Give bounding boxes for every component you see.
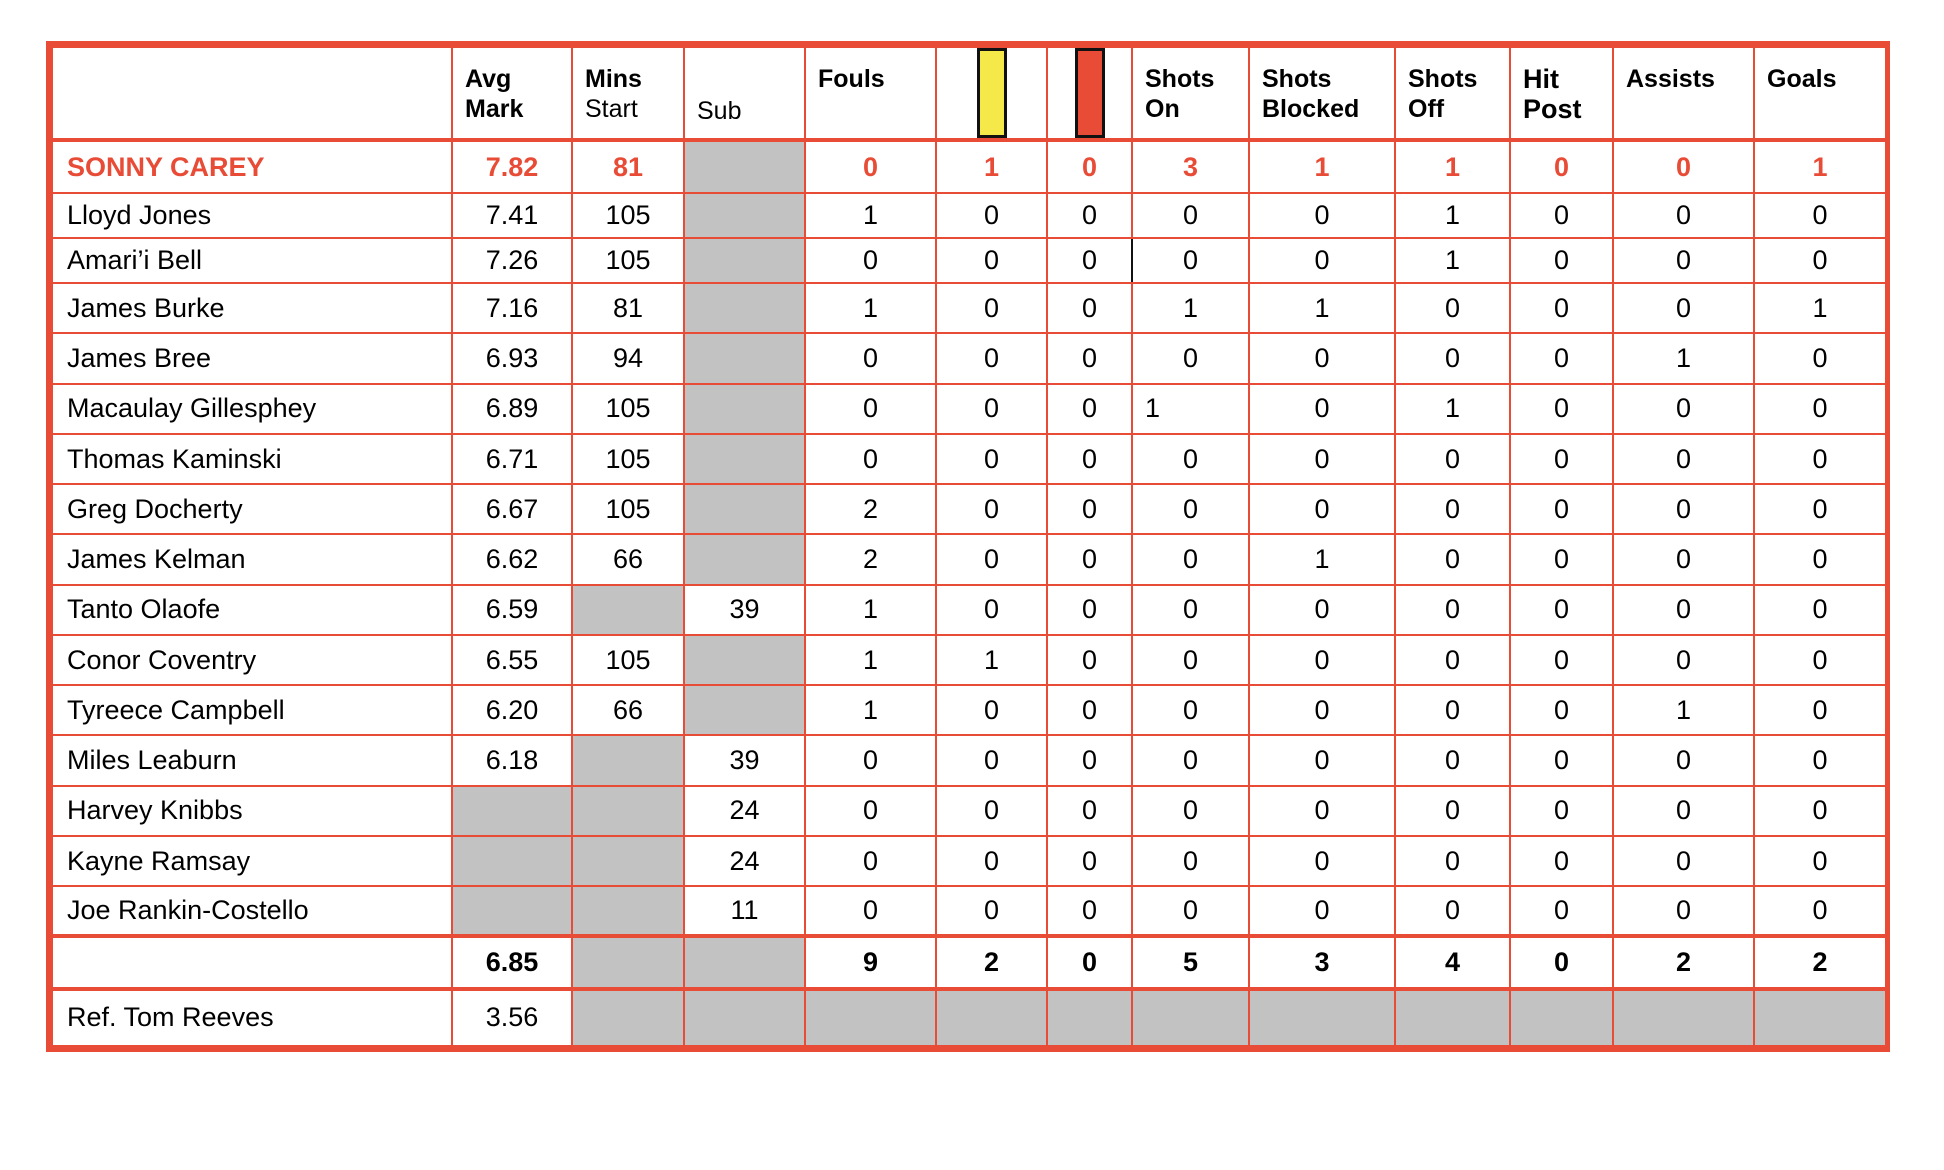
header-shots-off-line2: Off — [1408, 95, 1445, 123]
player-hit-post: 0 — [1510, 333, 1613, 383]
player-shots-off: 0 — [1395, 635, 1510, 685]
player-yellow-cards: 0 — [936, 434, 1047, 484]
player-name: Thomas Kaminski — [52, 434, 452, 484]
header-player-blank — [52, 47, 452, 140]
totals-goals: 2 — [1754, 936, 1886, 988]
player-goals: 0 — [1754, 534, 1886, 584]
player-assists: 0 — [1613, 384, 1754, 434]
player-yellow-cards: 0 — [936, 333, 1047, 383]
player-shots-on: 0 — [1132, 238, 1249, 283]
player-name: Kayne Ramsay — [52, 836, 452, 886]
player-mins-start: 66 — [572, 685, 684, 735]
totals-assists: 2 — [1613, 936, 1754, 988]
player-stats-table — [51, 46, 1887, 1047]
referee-empty-cell — [1510, 989, 1613, 1046]
player-assists: 0 — [1613, 886, 1754, 936]
player-mins-start — [572, 836, 684, 886]
player-red-cards: 0 — [1047, 238, 1132, 283]
player-avg-mark: 7.41 — [452, 193, 572, 238]
player-assists: 1 — [1613, 333, 1754, 383]
player-goals: 0 — [1754, 384, 1886, 434]
players-body — [52, 140, 1886, 936]
player-avg-mark — [452, 886, 572, 936]
player-row — [52, 140, 1886, 192]
totals-sub-empty — [684, 936, 805, 988]
header-goals: Goals — [1754, 47, 1886, 140]
player-goals: 1 — [1754, 283, 1886, 333]
referee-empty-cell — [1395, 989, 1510, 1046]
player-row — [52, 735, 1886, 785]
player-goals: 0 — [1754, 238, 1886, 283]
referee-empty-cell — [1754, 989, 1886, 1046]
player-red-cards: 0 — [1047, 534, 1132, 584]
player-yellow-cards: 0 — [936, 735, 1047, 785]
player-fouls: 2 — [805, 484, 936, 534]
header-hit-post-line1: Hit — [1523, 64, 1559, 94]
player-yellow-cards: 0 — [936, 886, 1047, 936]
player-row — [52, 786, 1886, 836]
player-hit-post: 0 — [1510, 836, 1613, 886]
player-fouls: 1 — [805, 193, 936, 238]
header-shots-off-line1: Shots — [1408, 65, 1478, 93]
player-fouls: 0 — [805, 140, 936, 192]
referee-empty-cell — [1047, 989, 1132, 1046]
player-yellow-cards: 1 — [936, 140, 1047, 192]
player-mins-start: 105 — [572, 193, 684, 238]
player-yellow-cards: 0 — [936, 384, 1047, 434]
player-assists: 1 — [1613, 685, 1754, 735]
player-shots-off: 0 — [1395, 786, 1510, 836]
player-shots-off: 1 — [1395, 384, 1510, 434]
player-shots-blocked: 0 — [1249, 836, 1395, 886]
player-yellow-cards: 0 — [936, 193, 1047, 238]
player-avg-mark: 6.18 — [452, 735, 572, 785]
player-shots-on: 0 — [1132, 735, 1249, 785]
player-avg-mark: 6.71 — [452, 434, 572, 484]
player-shots-on: 0 — [1132, 886, 1249, 936]
player-shots-off: 0 — [1395, 735, 1510, 785]
header-sub: Sub — [684, 47, 805, 140]
player-shots-on: 0 — [1132, 685, 1249, 735]
player-sub-mins — [684, 434, 805, 484]
referee-empty-cell — [1249, 989, 1395, 1046]
player-assists: 0 — [1613, 836, 1754, 886]
player-shots-on: 0 — [1132, 786, 1249, 836]
player-shots-on: 3 — [1132, 140, 1249, 192]
player-red-cards: 0 — [1047, 836, 1132, 886]
referee-empty-cell — [1613, 989, 1754, 1046]
player-row — [52, 886, 1886, 936]
player-red-cards: 0 — [1047, 384, 1132, 434]
header-row — [52, 47, 1886, 140]
player-shots-off: 0 — [1395, 484, 1510, 534]
player-assists: 0 — [1613, 735, 1754, 785]
player-yellow-cards: 0 — [936, 534, 1047, 584]
totals-shots-on: 5 — [1132, 936, 1249, 988]
referee-empty-cell — [572, 989, 684, 1046]
player-row — [52, 534, 1886, 584]
player-mins-start — [572, 735, 684, 785]
player-red-cards: 0 — [1047, 333, 1132, 383]
player-red-cards: 0 — [1047, 886, 1132, 936]
player-hit-post: 0 — [1510, 238, 1613, 283]
player-row — [52, 635, 1886, 685]
player-shots-on: 0 — [1132, 333, 1249, 383]
player-name: Harvey Knibbs — [52, 786, 452, 836]
player-name: James Burke — [52, 283, 452, 333]
player-shots-blocked: 0 — [1249, 786, 1395, 836]
player-sub-mins — [684, 283, 805, 333]
player-shots-off: 0 — [1395, 534, 1510, 584]
player-goals: 0 — [1754, 333, 1886, 383]
totals-shots-blocked: 3 — [1249, 936, 1395, 988]
player-name: Conor Coventry — [52, 635, 452, 685]
player-hit-post: 0 — [1510, 786, 1613, 836]
player-hit-post: 0 — [1510, 735, 1613, 785]
header-shots-blocked-line2: Blocked — [1262, 95, 1360, 123]
player-hit-post: 0 — [1510, 585, 1613, 635]
player-fouls: 0 — [805, 333, 936, 383]
player-shots-on: 1 — [1132, 283, 1249, 333]
player-shots-on: 0 — [1132, 836, 1249, 886]
player-avg-mark: 6.59 — [452, 585, 572, 635]
player-shots-on: 0 — [1132, 193, 1249, 238]
player-goals: 0 — [1754, 635, 1886, 685]
player-assists: 0 — [1613, 635, 1754, 685]
player-row — [52, 333, 1886, 383]
player-hit-post: 0 — [1510, 635, 1613, 685]
header-red-card — [1047, 47, 1132, 140]
player-avg-mark: 6.93 — [452, 333, 572, 383]
player-fouls: 0 — [805, 836, 936, 886]
header-hit-post-line2: Post — [1523, 94, 1582, 124]
player-shots-off: 1 — [1395, 193, 1510, 238]
header-fouls: Fouls — [805, 47, 936, 140]
player-avg-mark: 6.89 — [452, 384, 572, 434]
player-fouls: 1 — [805, 635, 936, 685]
player-mins-start — [572, 585, 684, 635]
header-shots-on — [1132, 47, 1249, 140]
player-shots-on: 0 — [1132, 484, 1249, 534]
totals-label-blank — [52, 936, 452, 988]
player-shots-blocked: 0 — [1249, 484, 1395, 534]
totals-avg-mark: 6.85 — [452, 936, 572, 988]
player-goals: 0 — [1754, 886, 1886, 936]
player-goals: 0 — [1754, 484, 1886, 534]
player-goals: 1 — [1754, 140, 1886, 192]
player-red-cards: 0 — [1047, 735, 1132, 785]
player-sub-mins: 24 — [684, 836, 805, 886]
player-hit-post: 0 — [1510, 193, 1613, 238]
player-goals: 0 — [1754, 585, 1886, 635]
totals-shots-off: 4 — [1395, 936, 1510, 988]
player-shots-blocked: 0 — [1249, 735, 1395, 785]
player-shots-off: 0 — [1395, 283, 1510, 333]
player-avg-mark: 6.62 — [452, 534, 572, 584]
player-shots-blocked: 0 — [1249, 238, 1395, 283]
player-shots-blocked: 0 — [1249, 635, 1395, 685]
player-name: Miles Leaburn — [52, 735, 452, 785]
player-hit-post: 0 — [1510, 534, 1613, 584]
player-mins-start — [572, 786, 684, 836]
player-shots-blocked: 1 — [1249, 534, 1395, 584]
player-name: Lloyd Jones — [52, 193, 452, 238]
player-yellow-cards: 0 — [936, 238, 1047, 283]
player-avg-mark: 6.55 — [452, 635, 572, 685]
player-sub-mins: 24 — [684, 786, 805, 836]
totals-red-cards: 0 — [1047, 936, 1132, 988]
player-avg-mark: 6.67 — [452, 484, 572, 534]
header-shots-blocked-line1: Shots — [1262, 65, 1332, 93]
referee-empty-cell — [1132, 989, 1249, 1046]
player-fouls: 1 — [805, 585, 936, 635]
player-yellow-cards: 0 — [936, 283, 1047, 333]
player-shots-off: 0 — [1395, 333, 1510, 383]
header-mins-start — [572, 47, 684, 140]
player-shots-blocked: 1 — [1249, 283, 1395, 333]
player-assists: 0 — [1613, 193, 1754, 238]
player-row — [52, 836, 1886, 886]
player-avg-mark: 7.26 — [452, 238, 572, 283]
player-sub-mins — [684, 384, 805, 434]
player-shots-off: 0 — [1395, 685, 1510, 735]
player-shots-blocked: 0 — [1249, 333, 1395, 383]
player-fouls: 0 — [805, 384, 936, 434]
player-goals: 0 — [1754, 735, 1886, 785]
player-name: Macaulay Gillesphey — [52, 384, 452, 434]
totals-start-empty — [572, 936, 684, 988]
player-sub-mins — [684, 193, 805, 238]
player-name: Greg Docherty — [52, 484, 452, 534]
referee-empty-cell — [936, 989, 1047, 1046]
player-hit-post: 0 — [1510, 484, 1613, 534]
totals-fouls: 9 — [805, 936, 936, 988]
player-sub-mins: 39 — [684, 585, 805, 635]
player-shots-on: 0 — [1132, 534, 1249, 584]
player-red-cards: 0 — [1047, 484, 1132, 534]
header-mins-start-line1: Mins — [585, 65, 642, 93]
player-red-cards: 0 — [1047, 283, 1132, 333]
player-stats-table-wrapper — [46, 41, 1890, 1052]
player-shots-off: 0 — [1395, 585, 1510, 635]
header-shots-off — [1395, 47, 1510, 140]
player-red-cards: 0 — [1047, 786, 1132, 836]
referee-name: Ref. Tom Reeves — [52, 989, 452, 1046]
player-fouls: 0 — [805, 238, 936, 283]
player-row — [52, 585, 1886, 635]
player-fouls: 0 — [805, 434, 936, 484]
header-avg-mark-line2: Mark — [465, 95, 524, 123]
player-avg-mark: 6.20 — [452, 685, 572, 735]
totals-yellow-cards: 2 — [936, 936, 1047, 988]
player-sub-mins — [684, 140, 805, 192]
player-shots-blocked: 0 — [1249, 384, 1395, 434]
player-red-cards: 0 — [1047, 635, 1132, 685]
player-assists: 0 — [1613, 534, 1754, 584]
header-mins-start-line2: Start — [585, 95, 638, 123]
player-name: SONNY CAREY — [52, 140, 452, 192]
player-red-cards: 0 — [1047, 685, 1132, 735]
player-fouls: 1 — [805, 283, 936, 333]
player-avg-mark: 7.82 — [452, 140, 572, 192]
player-red-cards: 0 — [1047, 434, 1132, 484]
header-yellow-card — [936, 47, 1047, 140]
player-row — [52, 484, 1886, 534]
player-sub-mins: 39 — [684, 735, 805, 785]
player-row — [52, 384, 1886, 434]
player-shots-blocked: 0 — [1249, 685, 1395, 735]
player-assists: 0 — [1613, 484, 1754, 534]
totals-hit-post: 0 — [1510, 936, 1613, 988]
player-sub-mins — [684, 484, 805, 534]
referee-empty-cell — [805, 989, 936, 1046]
player-shots-blocked: 1 — [1249, 140, 1395, 192]
header-shots-on-line2: On — [1145, 95, 1180, 123]
player-goals: 0 — [1754, 836, 1886, 886]
player-shots-on: 0 — [1132, 585, 1249, 635]
player-red-cards: 0 — [1047, 140, 1132, 192]
player-yellow-cards: 0 — [936, 836, 1047, 886]
player-hit-post: 0 — [1510, 886, 1613, 936]
player-fouls: 2 — [805, 534, 936, 584]
header-avg-mark — [452, 47, 572, 140]
player-shots-off: 1 — [1395, 140, 1510, 192]
player-name: Joe Rankin-Costello — [52, 886, 452, 936]
player-mins-start: 81 — [572, 140, 684, 192]
player-mins-start: 105 — [572, 484, 684, 534]
header-shots-on-line1: Shots — [1145, 65, 1215, 93]
player-hit-post: 0 — [1510, 434, 1613, 484]
player-mins-start: 94 — [572, 333, 684, 383]
player-shots-on: 0 — [1132, 434, 1249, 484]
player-hit-post: 0 — [1510, 283, 1613, 333]
player-assists: 0 — [1613, 786, 1754, 836]
player-goals: 0 — [1754, 786, 1886, 836]
player-fouls: 0 — [805, 886, 936, 936]
player-shots-off: 0 — [1395, 434, 1510, 484]
player-red-cards: 0 — [1047, 585, 1132, 635]
player-yellow-cards: 0 — [936, 585, 1047, 635]
player-fouls: 0 — [805, 786, 936, 836]
player-fouls: 1 — [805, 685, 936, 735]
player-row — [52, 238, 1886, 283]
player-name: James Kelman — [52, 534, 452, 584]
player-name: Tanto Olaofe — [52, 585, 452, 635]
totals-row — [52, 936, 1886, 988]
player-sub-mins — [684, 333, 805, 383]
player-avg-mark: 7.16 — [452, 283, 572, 333]
header-avg-mark-line1: Avg — [465, 65, 512, 93]
player-avg-mark — [452, 786, 572, 836]
referee-row — [52, 989, 1886, 1046]
player-hit-post: 0 — [1510, 384, 1613, 434]
player-shots-off: 0 — [1395, 886, 1510, 936]
player-mins-start — [572, 886, 684, 936]
player-shots-blocked: 0 — [1249, 886, 1395, 936]
player-assists: 0 — [1613, 283, 1754, 333]
player-goals: 0 — [1754, 685, 1886, 735]
player-hit-post: 0 — [1510, 140, 1613, 192]
player-assists: 0 — [1613, 434, 1754, 484]
player-sub-mins: 11 — [684, 886, 805, 936]
header-assists: Assists — [1613, 47, 1754, 140]
player-name: James Bree — [52, 333, 452, 383]
player-avg-mark — [452, 836, 572, 886]
player-shots-on: 1 — [1132, 384, 1249, 434]
player-yellow-cards: 0 — [936, 484, 1047, 534]
player-mins-start: 105 — [572, 384, 684, 434]
player-mins-start: 105 — [572, 635, 684, 685]
player-red-cards: 0 — [1047, 193, 1132, 238]
player-sub-mins — [684, 238, 805, 283]
player-assists: 0 — [1613, 140, 1754, 192]
player-mins-start: 66 — [572, 534, 684, 584]
player-sub-mins — [684, 635, 805, 685]
header-shots-blocked — [1249, 47, 1395, 140]
player-row — [52, 193, 1886, 238]
player-goals: 0 — [1754, 193, 1886, 238]
player-assists: 0 — [1613, 585, 1754, 635]
yellow-card-icon — [977, 48, 1007, 138]
player-yellow-cards: 1 — [936, 635, 1047, 685]
referee-empty-cell — [684, 989, 805, 1046]
player-goals: 0 — [1754, 434, 1886, 484]
player-hit-post: 0 — [1510, 685, 1613, 735]
player-mins-start: 81 — [572, 283, 684, 333]
player-sub-mins — [684, 685, 805, 735]
referee-mark: 3.56 — [452, 989, 572, 1046]
player-name: Tyreece Campbell — [52, 685, 452, 735]
player-shots-blocked: 0 — [1249, 193, 1395, 238]
player-shots-off: 1 — [1395, 238, 1510, 283]
player-yellow-cards: 0 — [936, 786, 1047, 836]
player-mins-start: 105 — [572, 238, 684, 283]
player-shots-blocked: 0 — [1249, 434, 1395, 484]
player-shots-on: 0 — [1132, 635, 1249, 685]
player-yellow-cards: 0 — [936, 685, 1047, 735]
player-fouls: 0 — [805, 735, 936, 785]
header-hit-post — [1510, 47, 1613, 140]
player-row — [52, 283, 1886, 333]
player-row — [52, 685, 1886, 735]
player-shots-blocked: 0 — [1249, 585, 1395, 635]
player-row — [52, 434, 1886, 484]
player-assists: 0 — [1613, 238, 1754, 283]
player-name: Amari’i Bell — [52, 238, 452, 283]
player-sub-mins — [684, 534, 805, 584]
player-mins-start: 105 — [572, 434, 684, 484]
player-shots-off: 0 — [1395, 836, 1510, 886]
red-card-icon — [1075, 48, 1105, 138]
